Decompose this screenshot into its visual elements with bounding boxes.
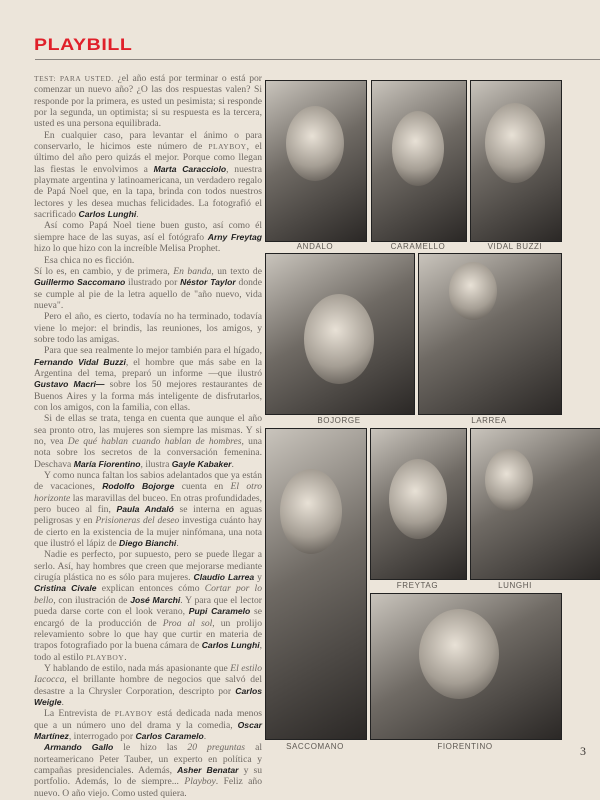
paragraph	[34, 708, 262, 742]
text-run: , un prolijo relevamiento sobre lo que hay que curtir en materia de trapos fotografiado por la buena cámara de	[34, 617, 262, 652]
portrait-figure	[389, 459, 447, 539]
text-run: se encargó de la producción de	[34, 606, 263, 629]
paragraph: Pero el año, es cierto, todavía no ha terminado, todavía viene lo mejor: el brindis, las reuniones, los amigos, y sobre todo las amigas.	[34, 311, 262, 345]
caption-vidal-buzzi: VIDAL BUZZI	[487, 242, 543, 251]
text-run: , nuestra playmate argentina y latinoamericana, un verdadero regalo de Papá Noel que, en la tapa, brinda con todos nuestros lectores y les desea muchas felicidades. La fotografió el sacrificado	[34, 163, 262, 221]
text-run: las maravillas del buceo. En otras profundidades, pero buceo al fin,	[34, 492, 262, 516]
contributor-name: Diego Bianchi	[119, 538, 177, 549]
text-run: está dedicada nada menos que a un número uno del drama y la comedia,	[34, 708, 263, 731]
contributor-name: Fernando Vidal Buzzi	[34, 356, 126, 367]
contributor-name: Pupi Caramelo	[188, 606, 251, 617]
contributor-name: Armando Gallo	[44, 742, 114, 753]
text-run: .	[61, 696, 64, 708]
text-run: PLAYBOY	[85, 652, 125, 662]
caption-freytag: FREYTAG	[396, 581, 439, 590]
contributor-name: Gustavo Macri—	[34, 379, 105, 390]
caption-andalo: ANDALO	[296, 242, 334, 251]
contributor-name: Rodolfo Bojorge	[102, 481, 175, 492]
text-run: se interna en aguas peligrosas y en	[34, 504, 262, 527]
text-run: y	[254, 572, 262, 584]
text-run: explican entonces cómo	[96, 583, 205, 595]
text-run: . Y para que el lector pueda darse corte con el look verano,	[34, 594, 262, 618]
text-run: le hizo las	[113, 742, 188, 754]
text-run: cuenta en	[174, 481, 231, 493]
text-run: .	[136, 209, 139, 221]
text-run: .	[176, 538, 179, 550]
photo-bojorge	[265, 253, 415, 415]
photo-vidal-buzzi	[470, 80, 562, 242]
text-run: ilustrado por	[125, 277, 181, 289]
contributor-name: Paula Andaló	[116, 504, 174, 515]
contributor-name: María Fiorentino	[73, 458, 141, 469]
contributor-name: Carlos Lunghi	[78, 209, 137, 220]
text-run: PLAYBOY	[208, 142, 247, 152]
text-run: Sí lo es, en cambio, y de primera,	[34, 265, 174, 277]
playbill-logo: PLAYBILL	[34, 35, 133, 54]
text-run: . Feliz año nuevo. O año viejo. Como usted quiera.	[34, 776, 263, 799]
photo-caramello	[371, 80, 467, 242]
text-run: hizo lo que hizo con la increíble Melisa Prophet.	[34, 243, 221, 255]
text-run: .	[203, 730, 207, 742]
portrait-figure	[449, 262, 497, 320]
text-run: investiga cuánto hay de cierto en la existencia de la mujer ninfómana, una nota que ilustró el lápiz de	[34, 515, 262, 550]
header-divider	[35, 59, 600, 60]
text-run: sobre los 50 mejores restaurantes de Buenos Aires y la forma más inteligente de disfrutarlos, con los amigos, con la familia, con ellas.	[34, 379, 262, 413]
text-run: donde se cumple al pie de la letra aquello de "año nuevo, vida nueva".	[34, 277, 262, 311]
text-run: Si de ellas se trata, tenga en cuenta que aunque el año sea pronto otro, las mujeres son siempre las mismas. Y si no, vea	[34, 413, 262, 447]
contributor-name: Oscar Martínez	[34, 719, 262, 741]
photo-fiorentino	[370, 593, 562, 740]
text-run: En cualquier caso, para levantar el ánimo o para conservarlo, le hicimos este número de	[34, 129, 262, 153]
photo-larrea	[418, 253, 562, 415]
text-run: al norteamericano Peter Tauber, un experto en política y campañas presidenciales. Además,	[34, 742, 262, 776]
contributor-name: Carlos Lunghi	[201, 640, 260, 651]
text-run: , el brillante hombre de negocios que salvó del desastre a la Chrysler Corporation, descripto por	[34, 674, 262, 697]
text-run: Nadie es perfecto, por supuesto, pero se puede llegar a serlo. Así, hay hombres que creen que mejorarse mediante cirugía plástica no es sólo para mujeres.	[34, 549, 262, 584]
text-run: El estilo Iacocca	[34, 662, 262, 686]
text-run: y su portfolio. Además, lo de siempre...	[34, 764, 263, 788]
photo-lunghi	[470, 428, 600, 580]
contributor-name: Arny Freytag	[207, 231, 262, 242]
paragraph: Esa chica no es ficción.	[44, 254, 135, 266]
text-run: Proa al sol	[162, 617, 213, 629]
paragraph	[34, 73, 262, 130]
text-run: Prisioneras del deseo	[95, 515, 180, 527]
paragraph	[34, 742, 262, 799]
text-run: , ilustra	[140, 458, 172, 470]
caption-lunghi: LUNGHI	[498, 581, 532, 590]
photo-saccomano	[265, 428, 367, 740]
text-run: Cortar por lo bello	[34, 583, 263, 606]
portrait-figure	[392, 111, 444, 186]
text-run: El otro horizonte	[34, 481, 262, 504]
paragraph	[34, 413, 262, 470]
portrait-figure	[304, 294, 374, 384]
text-run: TEST: PARA USTED.	[34, 74, 114, 83]
text-run: , el último del año pero quizás el mejor. Porque como llegan las fiestas le envolvimos a	[34, 141, 262, 175]
contributor-name: Carlos Caramelo	[135, 730, 204, 741]
text-run: , con ilustración de	[53, 594, 131, 606]
caption-caramello: CARAMELLO	[390, 242, 446, 251]
portrait-figure	[485, 103, 545, 183]
caption-saccomano: SACCOMANO	[286, 742, 344, 751]
portrait-figure	[280, 469, 342, 554]
paragraph	[34, 549, 262, 662]
text-run: , una nota sobre los secretos de la conversación femenina. Deschava	[34, 436, 262, 470]
text-run: Y hablando de estilo, nada más apasionante que	[44, 662, 231, 674]
text-run: La Entrevista de	[44, 708, 115, 720]
paragraph	[34, 130, 262, 221]
article-text	[34, 73, 262, 799]
contributor-name: Néstor Taylor	[180, 277, 236, 288]
text-run: Playboy	[184, 776, 216, 788]
contributor-name: Guillermo Saccomano	[34, 277, 126, 288]
caption-fiorentino: FIORENTINO	[437, 742, 493, 751]
contributor-name: Cristina Civale	[34, 583, 97, 594]
contributor-name: Marta Caracciolo	[153, 163, 227, 174]
portrait-figure	[419, 609, 499, 699]
paragraph	[34, 220, 262, 254]
text-run: Así como Papá Noel tiene buen gusto, así como él siempre hace de las suyas, así el fotógrafo	[34, 220, 262, 243]
text-run: , interrogado por	[68, 730, 136, 742]
paragraph	[34, 663, 262, 708]
text-run: En banda	[173, 265, 212, 277]
caption-bojorge: BOJORGE	[317, 416, 361, 425]
photo-andalo	[265, 80, 367, 242]
portrait-figure	[485, 449, 533, 511]
contributor-name: José Marchi	[130, 594, 181, 605]
text-run: , todo al estilo	[34, 640, 262, 663]
contributor-name: Asher Benatar	[177, 764, 239, 775]
photo-freytag	[370, 428, 467, 580]
text-run: ¿el año está por terminar o está por comenzar un nuevo año? ¿O las dos respuestas valen? Si responde por la primera, es usted un pesimista; si responde por la segunda, un optimista; si su respuesta es la tercera, usted es una persona equilibrada.	[34, 73, 262, 130]
contributor-name: Carlos Weigle	[34, 685, 262, 707]
text-run: De qué hablan cuando hablan de hombres	[67, 436, 242, 447]
text-run: .	[124, 651, 127, 663]
caption-larrea: LARREA	[471, 416, 507, 425]
text-run: , un texto de	[211, 265, 262, 277]
portrait-figure	[286, 106, 344, 181]
text-run: Para que sea realmente lo mejor también para el hígado,	[44, 345, 262, 357]
paragraph	[34, 470, 262, 549]
contributor-name: Gayle Kabaker	[171, 458, 232, 469]
page-number: 3	[580, 744, 586, 758]
text-run: .	[231, 458, 234, 470]
paragraph	[34, 266, 262, 311]
text-run: PLAYBOY	[114, 709, 153, 719]
paragraph	[34, 345, 262, 413]
text-run: Y como nunca faltan los sabios adelantados que ya están de vacaciones,	[34, 470, 262, 493]
text-run: , el hombre que más sabe en la Argentina del tema, preparó un informe —que ilustró	[34, 356, 262, 379]
contributor-name: Claudio Larrea	[193, 572, 255, 583]
text-run: 20 preguntas	[187, 742, 246, 754]
